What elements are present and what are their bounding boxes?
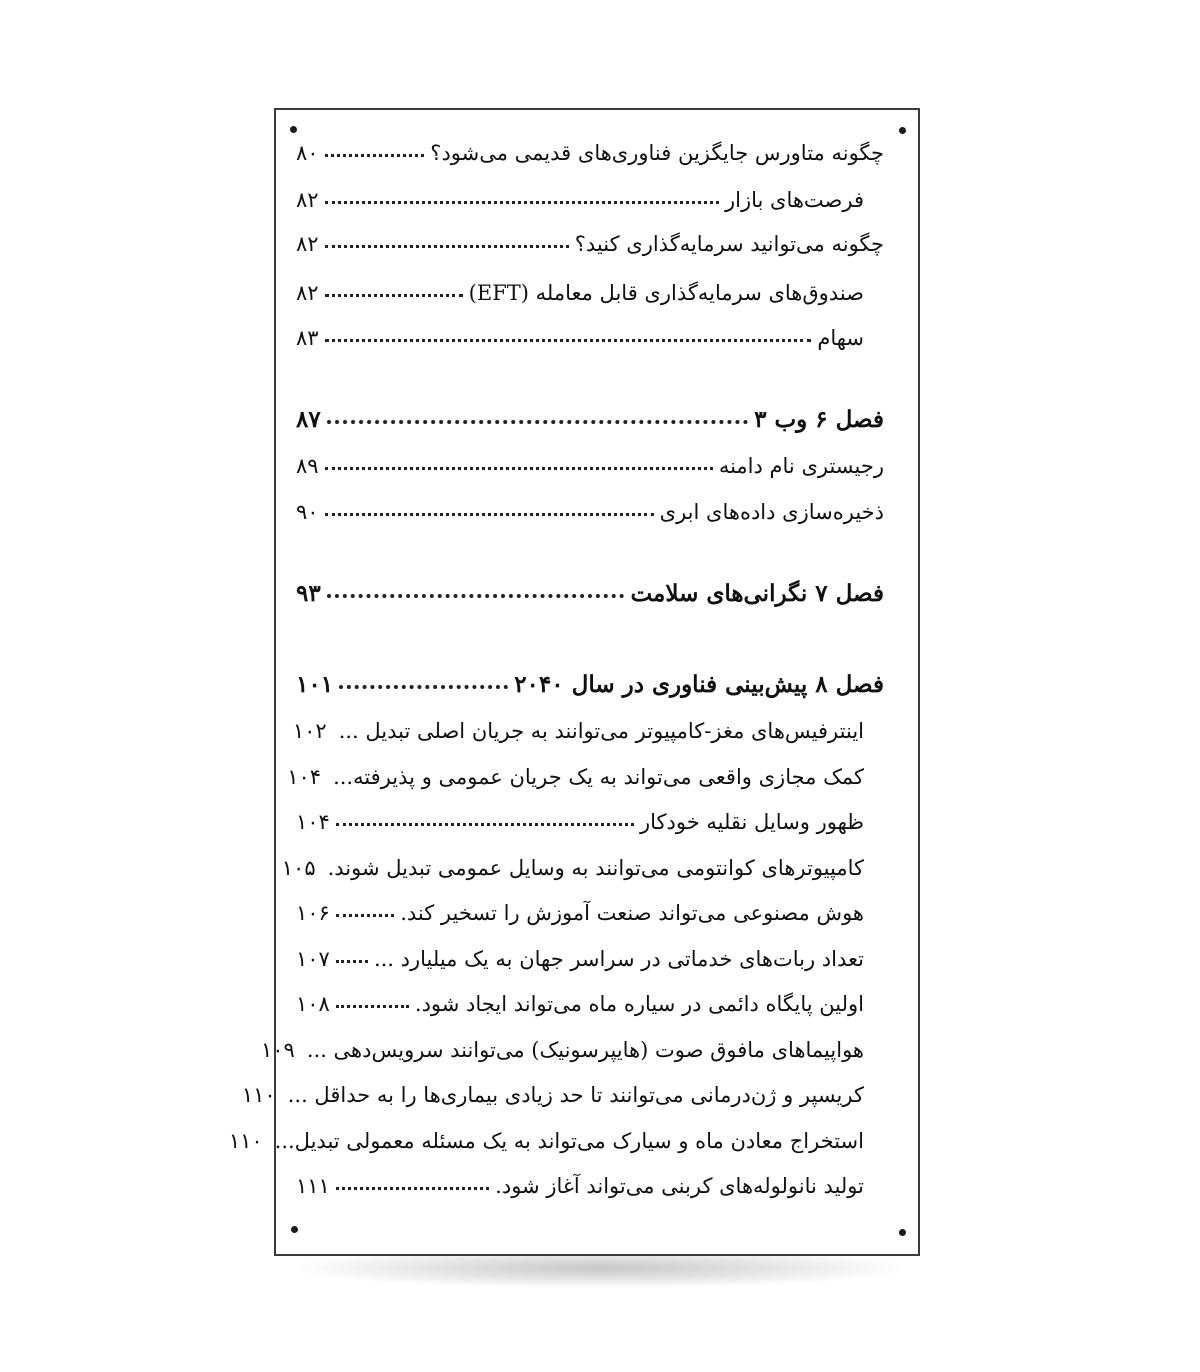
dot-leader: [339, 685, 508, 689]
toc-entry[interactable]: [296, 1176, 864, 1197]
dot-leader: [325, 245, 569, 248]
toc-entry-title: رجیستری نام دامنه: [718, 454, 884, 478]
toc-entry-page: ۱۰۲: [292, 719, 327, 743]
toc-entry-title: کامپیوترهای کوانتومی می‌توانند به وسایل عمومی تبدیل شوند.: [327, 856, 864, 880]
toc-chapter-8[interactable]: [296, 673, 884, 696]
dot-leader: [336, 823, 634, 826]
toc-entry-page: ۱۰۴: [296, 810, 330, 834]
dot-leader: [336, 1187, 489, 1190]
dot-leader: [336, 1005, 409, 1008]
toc-entry-page: ۱۰۴: [287, 765, 322, 789]
toc-entry-page: ۱۱۰: [228, 1129, 263, 1153]
toc-entry[interactable]: [296, 903, 864, 924]
toc-entry[interactable]: [296, 283, 864, 304]
chapter-page: ۸۷: [296, 406, 321, 433]
toc-entry-page: ۱۰۹: [261, 1038, 295, 1062]
dot-leader: [325, 201, 719, 204]
chapter-title: فصل ۸ پیش‌بینی فناوری در سال ۲۰۴۰: [514, 671, 884, 698]
toc-entry-title: کمک مجازی واقعی می‌تواند به یک جریان عمومی و پذیرفته...: [333, 765, 864, 789]
toc-entry-title: صندوق‌های سرمایه‌گذاری قابل معامله (EFT): [468, 281, 864, 305]
chapter-title: فصل ۷ نگرانی‌های سلامت: [630, 580, 884, 607]
toc-entry[interactable]: [296, 456, 884, 477]
toc-entry-page: ۱۰۵: [281, 856, 316, 880]
toc-entry-page: ۸۳: [296, 326, 319, 350]
corner-dot-top-left: [290, 126, 297, 133]
corner-dot-top-right: [899, 127, 906, 134]
toc-entry[interactable]: [281, 856, 864, 880]
toc-entry[interactable]: [241, 1083, 864, 1107]
toc-entry[interactable]: [296, 502, 884, 523]
dot-leader: [325, 294, 463, 297]
toc-entry-page: ۱۱۱: [296, 1174, 330, 1198]
toc-chapter-7[interactable]: [296, 582, 884, 605]
toc-entry-title: چگونه می‌توانید سرمایه‌گذاری کنید؟: [574, 232, 884, 256]
toc-entry-title: سهام: [817, 326, 864, 350]
chapter-page: ۹۳: [296, 580, 321, 607]
corner-dot-bottom-left: [291, 1226, 298, 1233]
chapter-title: فصل ۶ وب ۳: [754, 406, 884, 433]
toc-entry[interactable]: [228, 1129, 864, 1153]
toc-entry-title: ظهور وسایل نقلیه خودکار: [639, 810, 864, 834]
toc-entry[interactable]: [296, 949, 864, 970]
toc-chapter-6[interactable]: [296, 408, 884, 431]
dot-leader: [325, 339, 812, 342]
toc-entry-page: ۸۲: [296, 281, 319, 305]
toc-entry[interactable]: [292, 719, 864, 743]
toc-entry[interactable]: [261, 1038, 864, 1062]
dot-leader: [325, 513, 654, 516]
toc-entry-page: ۹۰: [296, 500, 319, 524]
corner-dot-bottom-right: [899, 1229, 906, 1236]
toc-entry[interactable]: [296, 234, 884, 255]
toc-entry-title: اینترفیس‌های مغز-کامپیوتر می‌توانند به جریان اصلی تبدیل ...: [338, 719, 864, 743]
toc-entry-page: ۸۹: [296, 454, 319, 478]
toc-entry-title: تعداد ربات‌های خدماتی در سراسر جهان به یک میلیارد ...: [373, 947, 864, 971]
toc-entry-title: استخراج معادن ماه و سیارک می‌تواند به یک مسئله معمولی تبدیل...: [274, 1129, 864, 1153]
toc-entry-page: ۱۰۶: [296, 901, 330, 925]
toc-entry-title: تولید نانولوله‌های کربنی می‌تواند آغاز شود.: [495, 1174, 864, 1198]
toc-entry-page: ۱۰۷: [296, 947, 330, 971]
toc-entry[interactable]: [296, 994, 864, 1015]
toc-entry[interactable]: [296, 190, 864, 211]
toc-entry-page: ۸۰: [296, 141, 319, 165]
toc-entry-page: ۸۲: [296, 232, 319, 256]
chapter-page: ۱۰۱: [296, 671, 334, 698]
toc-entry[interactable]: [287, 765, 864, 789]
toc-entry-title: هواپیماهای مافوق صوت (هایپرسونیک) می‌توانند سرویس‌دهی ...: [306, 1038, 864, 1062]
dot-leader: [325, 154, 425, 157]
toc-page: [228, 108, 920, 1256]
toc-entry-title: اولین پایگاه دائمی در سیاره ماه می‌تواند ایجاد شود.: [414, 992, 864, 1016]
toc-entry[interactable]: [296, 812, 864, 833]
toc-entry-title: کریسپر و ژن‌درمانی می‌توانند تا حد زیادی بیماری‌ها را به حداقل ...: [287, 1083, 864, 1107]
toc-entry-page: ۱۰۸: [296, 992, 330, 1016]
toc-entry-page: ۱۱۰: [241, 1083, 276, 1107]
toc-entry-title: فرصت‌های بازار: [724, 188, 864, 212]
toc-entry[interactable]: [296, 328, 864, 349]
dot-leader: [325, 467, 713, 470]
toc-entry-page: ۸۲: [296, 188, 319, 212]
dot-leader: [327, 420, 748, 424]
toc-entry[interactable]: [296, 143, 884, 164]
dot-leader: [336, 914, 394, 917]
dot-leader: [327, 594, 625, 598]
toc-entry-title: ذخیره‌سازی داده‌های ابری: [659, 500, 884, 524]
dot-leader: [336, 960, 368, 963]
toc-entry-title: هوش مصنوعی می‌تواند صنعت آموزش را تسخیر کند.: [400, 901, 864, 925]
toc-entry-title: چگونه متاورس جایگزین فناوری‌های قدیمی می‌شود؟: [430, 141, 884, 165]
